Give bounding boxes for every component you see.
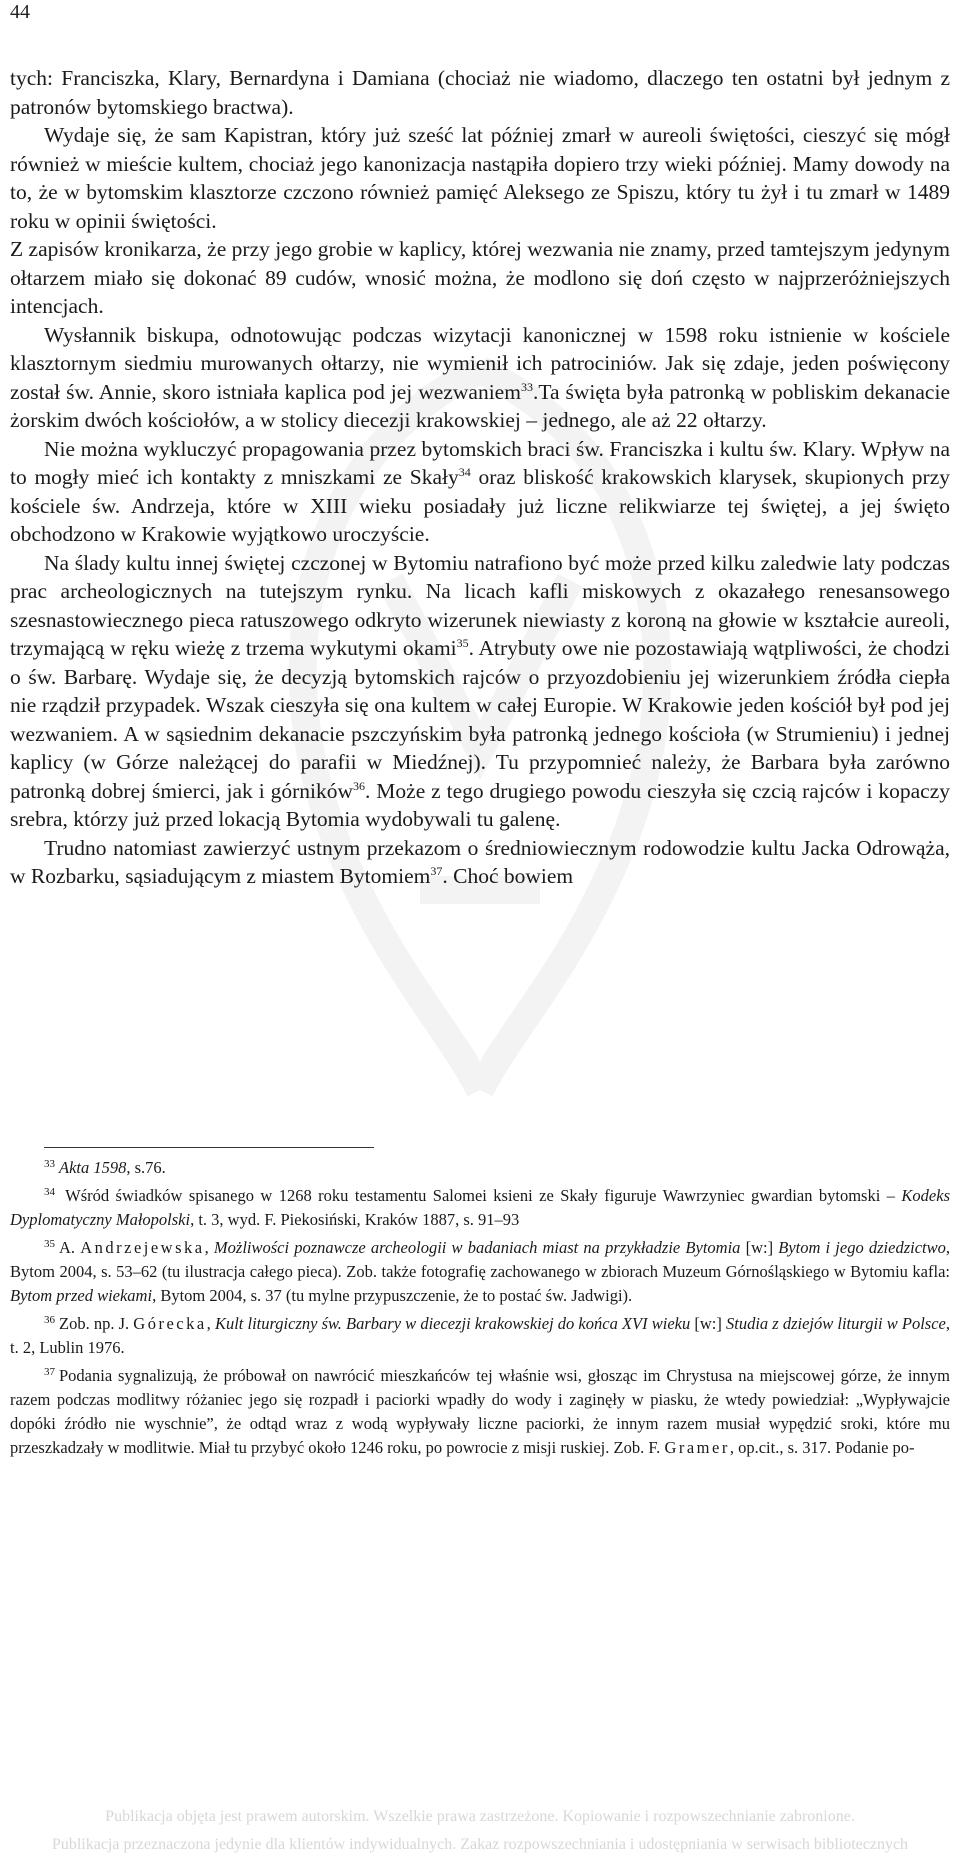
page-number: 44 <box>10 1 30 23</box>
footnote-title: Studia z dziejów liturgii w Polsce <box>725 1314 946 1333</box>
footnote-author: Górecka <box>133 1314 207 1333</box>
footnote-35 <box>10 1236 950 1308</box>
footnote-title: Kult liturgiczny św. Barbary w diecezji krakowskiej do końca XVI wieku <box>214 1314 691 1333</box>
copyright-notice: Publikacja objęta jest prawem autorskim. Wszelkie prawa zastrzeżone. Kopiowanie i rozpowszechnianie zabronione. <box>105 1808 855 1825</box>
footnote-text: [w:] <box>690 1314 726 1333</box>
paragraph-4-text-a: Nie można wykluczyć propagowania przez bytomskich braci św. Franciszka i kultu św. Klary. Wpływ na to mogły mieć ich kontakty z mniszkami ze Skały <box>10 436 950 489</box>
footnote-text: , Bytom 2004, s. 37 (tu mylne przypuszczenie, że to postać św. Jadwigi). <box>152 1286 633 1305</box>
paragraph-4-text-b: oraz bliskość krakowskich klarysek, skupionych przy kościele św. Andrzeja, które w XIII wieku posiadały już liczne relikwiarze tej świętej, a jej święto obchodzono w Krakowie wyjątkowo uroczyście. <box>10 465 950 546</box>
footnote-number: 34 <box>44 1186 55 1198</box>
distribution-notice: Publikacja przeznaczona jedynie dla klientów indywidualnych. Zakaz rozpowszechniania i udostępniania w serwisach bibliotecznych <box>51 1836 909 1853</box>
footnote-title: Możliwości poznawcze archeologii w badaniach miast na przykładzie Bytomia <box>213 1238 741 1257</box>
footnote-author: Gramer <box>664 1438 730 1457</box>
footnote-text: , s.76. <box>126 1158 166 1177</box>
paragraph-6-text-a: Trudno natomiast zawierzyć ustnym przekazom o średniowiecznym rodowodzie kultu Jacka Odrowąża, w Rozbarku, sąsiadującym z miastem Bytomiem <box>10 835 950 888</box>
footnote-separator <box>44 1147 374 1148</box>
paragraph-3 <box>10 321 950 435</box>
footnote-37 <box>10 1364 950 1460</box>
paragraph-2b: Z zapisów kronikarza, że przy jego grobie w kaplicy, której wezwania nie znamy, przed tamtejszym jedynym ołtarzem miało się dokonać 89 cudów, wnosić można, że modlono się doń często w najprzeróżniejszych intencjach. <box>10 237 950 318</box>
footnote-33 <box>10 1156 950 1180</box>
footnote-ref-36: 36 <box>353 778 366 793</box>
footnote-ref-33: 33 <box>520 379 533 394</box>
footnote-number: 35 <box>44 1238 55 1250</box>
paragraph-1: tych: Franciszka, Klary, Bernardyna i Damiana (chociaż nie wiadomo, dlaczego ten ostatni był jednym z patronów bytomskiego bractwa). <box>10 66 950 119</box>
footnote-title: Bytom przed wiekami <box>10 1286 153 1305</box>
footnote-title: Akta 1598 <box>59 1158 127 1177</box>
footnote-ref-35: 35 <box>456 636 469 650</box>
footnote-text: , Bytom 2004, s. 53–62 (tu ilustracja całego pieca). Zob. także fotografię zachowanego w zbiorach Muzeum Górnośląskiego w Bytomiu kafla: <box>10 1238 950 1281</box>
paragraph-4 <box>10 435 950 549</box>
footnote-text: A. <box>59 1238 81 1257</box>
footnote-ref-37: 37 <box>430 864 443 878</box>
paragraph-2a: Wydaje się, że sam Kapistran, który już sześć lat później zmarł w aureoli świętości, cieszyć się mógł również w mieście kultem, chociaż jego kanonizacja nastąpiła dopiero trzy wieki później. Mamy dowody na to, że w bytomskim klasztorze czczono również pamięć Aleksego ze Spiszu, który tu żył i tu zmarł w 1489 roku w opinii świętości. <box>10 123 950 233</box>
footnote-number: 37 <box>44 1366 55 1378</box>
paragraph-6 <box>10 834 950 891</box>
paragraph-3-text-a: Wysłannik biskupa, odnotowując podczas wizytacji kanonicznej w 1598 roku istnienie w kościele klasztornym siedmiu murowanych ołtarzy, nie wymienił ich patrociniów. Jak się zdaje, jeden poświęcony został św. Annie, skoro istniała kaplica pod jej wezwaniem <box>10 322 950 404</box>
footnote-title: Bytom i jego dziedzictwo <box>778 1238 946 1257</box>
footnote-text: , t. 3, wyd. F. Piekosiński, Kraków 1887, s. 91–93 <box>190 1210 520 1229</box>
footnote-number: 36 <box>44 1314 55 1326</box>
footnote-ref-34: 34 <box>458 465 471 479</box>
footnote-text: , t. 2, Lublin 1976. <box>10 1314 950 1357</box>
footnotes <box>10 1156 950 1464</box>
footnote-text: , op.cit., s. 317. Podanie po- <box>729 1438 915 1457</box>
footnote-text: , <box>204 1238 214 1257</box>
footnote-text: Zob. np. J. <box>59 1314 134 1333</box>
footnote-36 <box>10 1312 950 1360</box>
footnote-title: Kodeks Dyplomatyczny Małopolski <box>10 1186 950 1229</box>
paragraph-5 <box>10 549 950 834</box>
paragraph-6-text-b: . Choć bowiem <box>442 864 574 888</box>
footnote-author: Andrzejewska <box>80 1238 205 1257</box>
footnote-text: , <box>206 1314 215 1333</box>
footnote-text: [w:] <box>740 1238 779 1257</box>
paragraph-5-text-a: Na ślady kultu innej świętej czczonej w Bytomiu natrafiono być może przed kilku zaledwie laty podczas prac archeologicznych na tutejszym rynku. Na licach kafli miskowych z okazałego renesansowego szesnastowiecznego pieca ratuszowego odkryto wizerunek niewiasty z koroną na głowie w kształcie aureoli, trzymającą w ręku wieżę z trzema wykutymi okami <box>10 550 950 660</box>
footnote-34 <box>10 1184 950 1232</box>
paragraph-5-text-c: . Może z tego drugiego powodu cieszyła się czcią rajców i kopaczy srebra, którzy już przed lokacją Bytomia wydobywali tu galenę. <box>10 778 950 831</box>
footnote-text: Podania sygnalizują, że próbował on nawrócić mieszkańców tej właśnie wsi, głosząc im Chrystusa na miejscowej górze, że innym razem podczas modlitwy różaniec jego się rozpadł i paciorki wpadły do wody i zaginęły w piasku, że wtedy powiedział: „Wypływajcie dopóki źródło nie wyschnie”, że odtąd wraz z wodą wypływały liczne paciorki, że innym razem musiał wypędzić sroki, które mu przeszkadzały w modlitwie. Miał tu przybyć około 1246 roku, po powrocie z misji ruskiej. Zob. F. <box>10 1366 950 1457</box>
footnote-number: 33 <box>44 1158 55 1170</box>
footnote-text: Wśród świadków spisanego w 1268 roku testamentu Salomei ksieni ze Skały figuruje Wawrzyniec gwardian bytomski – <box>59 1186 902 1205</box>
paragraph-5-text-b: . Atrybuty owe nie pozostawiają wątpliwości, że chodzi o św. Barbarę. Wydaje się, że decyzją bytomskich rajców o przyozdobieniu jej wizerunkiem źródła ciepła nie rządził przypadek. Wszak cieszyła się ona kultem w całej Europie. W Krakowie jeden kościół był pod jej wezwaniem. A w sąsiednim dekanacie pszczyńskim była patronką jednego kościoła (w Strumieniu) i jednej kaplicy (w Górze należącej do parafii w Miedźnej). Tu przypomnieć należy, że Barbara była zarówno patronką dobrej śmierci, jak i górników <box>10 636 950 803</box>
paragraph-3-text-b: .Ta święta była patronką w pobliskim dekanacie żorskim dwóch kościołów, a w stolicy diecezji krakowskiej – jednego, ale aż 22 ołtarzy. <box>10 379 950 432</box>
main-text <box>10 64 950 891</box>
